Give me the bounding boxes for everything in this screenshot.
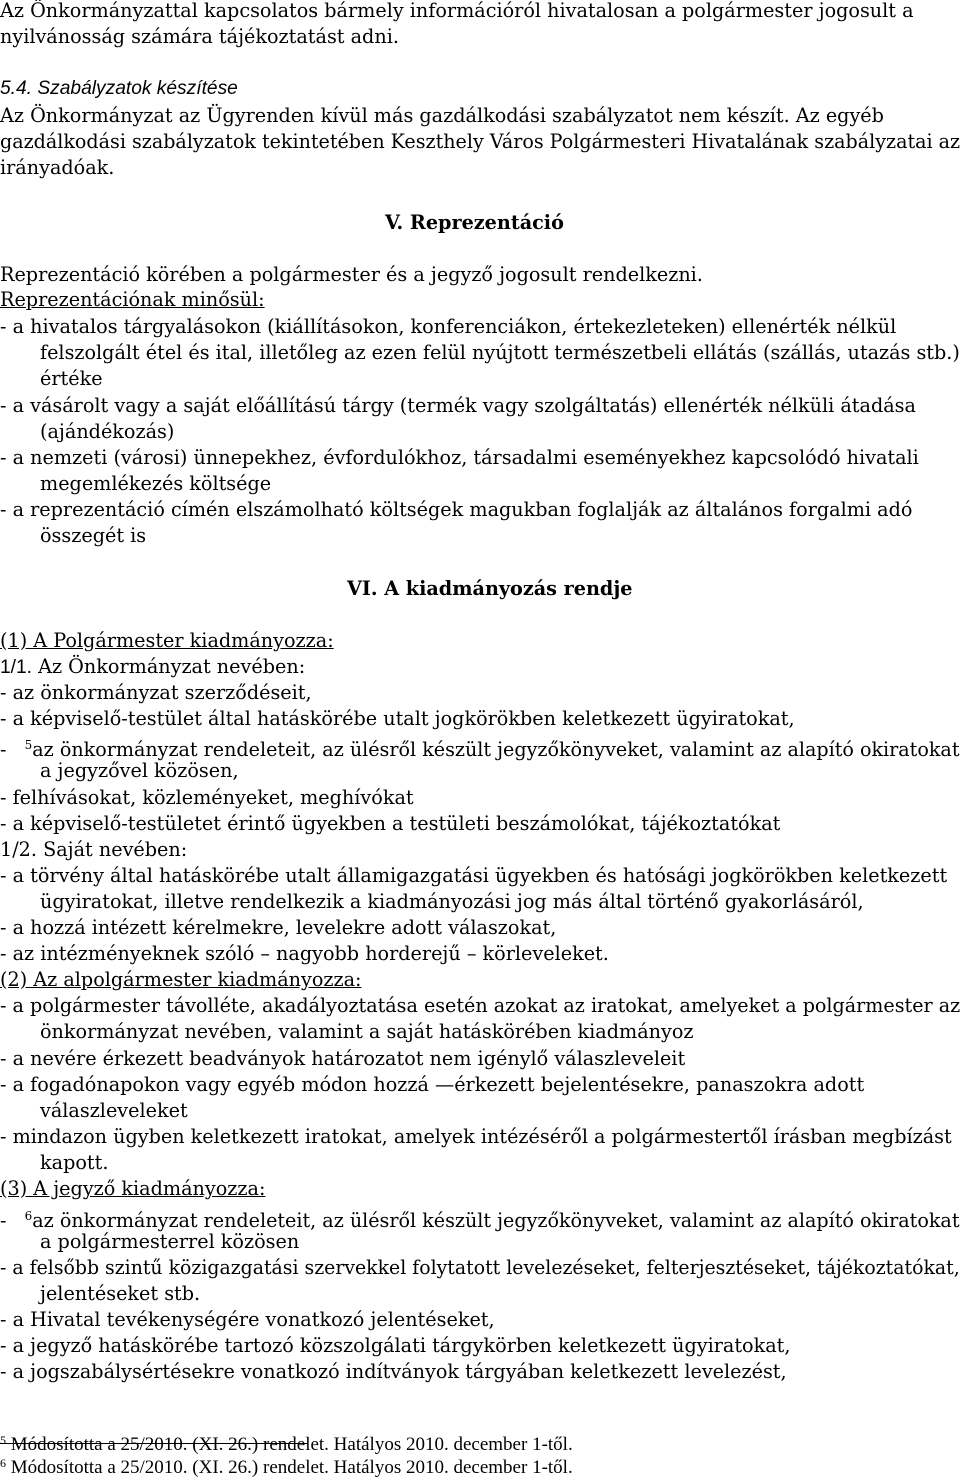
subheading: (1) A Polgármester kiadmányozza:	[0, 629, 334, 652]
paragraph-line: Az Önkormányzat az Ügyrenden kívül más gazdálkodási szabályzatot nem készít. Az egyéb	[0, 104, 884, 127]
footnote-number: 5	[0, 1433, 6, 1447]
list-item-cont: ügyiratokat, illetve rendelkezik a kiadmányozási jog más által történő gyakorlásáról,	[40, 890, 864, 913]
list-item: - a fogadónapokon vagy egyéb módon hozzá —érkezett bejelentésekre, panaszokra adott	[0, 1073, 865, 1096]
list-item-cont: értéke	[40, 367, 103, 390]
footnote-number: 6	[0, 1456, 6, 1470]
paragraph-line: gazdálkodási szabályzatok tekintetében Keszthely Város Polgármesteri Hivatalának szabályzatai az	[0, 130, 960, 153]
paragraph-line: Reprezentáció körében a polgármester és a jegyző jogosult rendelkezni.	[0, 263, 703, 286]
list-item: - mindazon ügyben keletkezett iratokat, amelyek intézéséről a polgármestertől írásban megbízást	[0, 1125, 952, 1148]
list-item: - a jegyző hatáskörébe tartozó közszolgálati tárgykörben keletkezett ügyiratokat,	[0, 1334, 791, 1357]
list-item-cont: a polgármesterrel közösen	[40, 1230, 300, 1253]
subheading: Reprezentációnak minősül:	[0, 288, 265, 311]
list-item: - a hivatalos tárgyalásokon (kiállításokon, konferenciákon, értekezleteken) ellenérték nélkül	[0, 315, 897, 338]
list-item: - a polgármester távolléte, akadályoztatása esetén azokat az iratokat, amelyeket a polgármester az	[0, 994, 960, 1017]
list-item: - $^5$az önkormányzat rendeleteit, az ülésről készült jegyzőkönyveket, valamint az alapító okiratokat	[0, 738, 960, 761]
list-item: - a felsőbb szintű közigazgatási szervekkel folytatott levelezéseket, felterjesztéseket, tájékoztatókat,	[0, 1256, 960, 1279]
list-item-cont: (ajándékozás)	[40, 420, 175, 443]
list-item: - a nemzeti (városi) ünnepekhez, évfordulókhoz, társadalmi eseményekhez kapcsolódó hivatali	[0, 446, 919, 469]
list-item: - az intézményeknek szóló – nagyobb horderejű – körleveleket.	[0, 942, 609, 965]
list-item: - a jogszabálysértésekre vonatkozó indítványok tárgyában keletkezett levelezést,	[0, 1360, 787, 1383]
list-item: - a hozzá intézett kérelmekre, levelekre adott válaszokat,	[0, 916, 557, 939]
footnote: $^5$ Módosította a 25/2010. (XI. 26.) rendelet. Hatályos 2010. december 1-től.	[0, 1433, 573, 1455]
subheading: (2) Az alpolgármester kiadmányozza:	[0, 968, 362, 991]
subsection-title: 1/1. Az Önkormányzat nevében:	[0, 655, 306, 678]
list-item: - $^6$az önkormányzat rendeleteit, az ülésről készült jegyzőkönyveket, valamint az alapító okiratokat	[0, 1209, 960, 1232]
section-title-5-4: 5.4. Szabályzatok készítése	[0, 78, 238, 99]
intro-line: Az Önkormányzattal kapcsolatos bármely információról hivatalosan a polgármester jogosult a	[0, 0, 914, 22]
chapter-heading: VI. A kiadmányozás rendje	[347, 577, 633, 600]
list-item-cont: kapott.	[40, 1151, 109, 1174]
list-item-cont: felszolgált étel és ital, illetőleg az ezen felül nyújtott természetbeli ellátás (szállás, utazás stb.)	[40, 341, 960, 364]
list-item: - a képviselő-testület által hatáskörébe utalt jogkörökben keletkezett ügyiratokat,	[0, 707, 795, 730]
paragraph-line: irányadóak.	[0, 156, 115, 179]
chapter-heading: V. Reprezentáció	[385, 211, 564, 234]
subheading: (3) A jegyző kiadmányozza:	[0, 1177, 266, 1200]
list-item: - felhívásokat, közleményeket, meghívókat	[0, 786, 414, 809]
list-item-cont: önkormányzat nevében, valamint a saját hatáskörében kiadmányoz	[40, 1020, 694, 1043]
list-item: - a képviselő-testületet érintő ügyekben a testületi beszámolókat, tájékoztatókat	[0, 812, 781, 835]
list-item: - a Hivatal tevékenységére vonatkozó jelentéseket,	[0, 1308, 495, 1331]
list-item: - a nevére érkezett beadványok határozatot nem igénylő válaszleveleit	[0, 1047, 686, 1070]
footnote-ref: 6	[24, 1209, 33, 1223]
list-item-cont: a jegyzővel közösen,	[40, 759, 239, 782]
intro-line: nyilvánosság számára tájékoztatást adni.	[0, 25, 399, 48]
subsection-title: 1/2. Saját nevében:	[0, 838, 188, 861]
list-item: - az önkormányzat szerződéseit,	[0, 681, 312, 704]
list-item: - a vásárolt vagy a saját előállítású tárgy (termék vagy szolgáltatás) ellenérték nélküli átadása	[0, 394, 916, 417]
list-item-cont: jelentéseket stb.	[40, 1282, 201, 1305]
footnote-ref: 5	[24, 738, 33, 752]
list-item: - a reprezentáció címén elszámolható költségek magukban foglalják az általános forgalmi adó	[0, 498, 913, 521]
list-item-cont: válaszleveleket	[40, 1099, 188, 1122]
footnote: $^6$ Módosította a 25/2010. (XI. 26.) rendelet. Hatályos 2010. december 1-től.	[0, 1456, 573, 1478]
list-item: - a törvény által hatáskörébe utalt államigazgatási ügyekben és hatósági jogkörökben keletkezett	[0, 864, 948, 887]
list-item-cont: összegét is	[40, 524, 147, 547]
list-item-cont: megemlékezés költsége	[40, 472, 272, 495]
